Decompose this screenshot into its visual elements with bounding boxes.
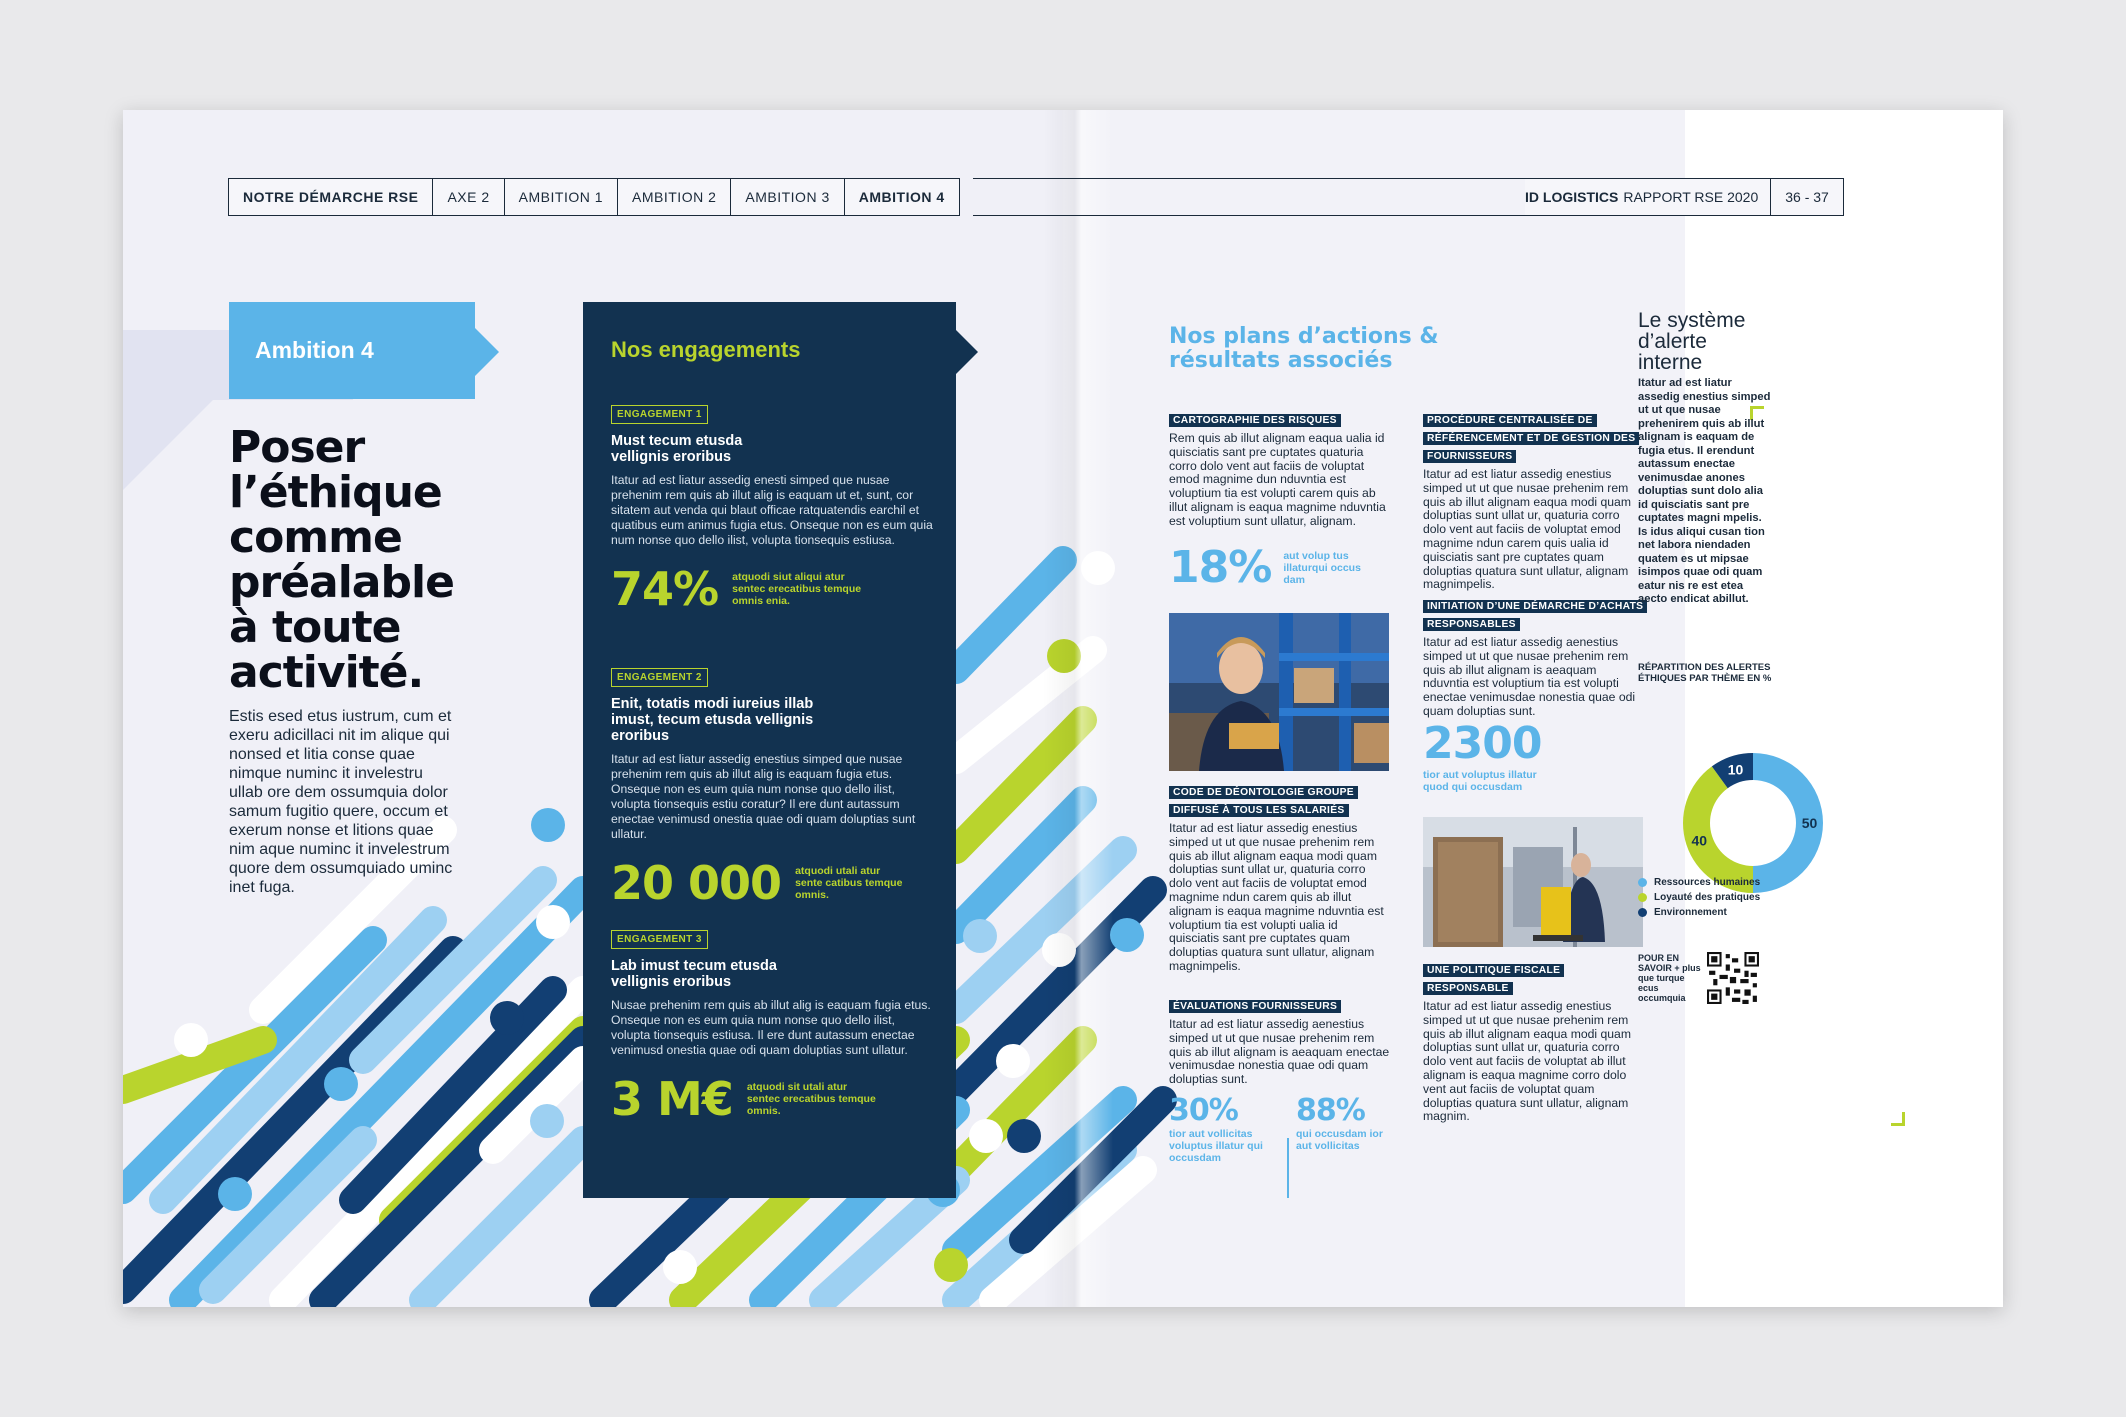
engagement-1 [611, 404, 936, 616]
nav-item-2[interactable]: AMBITION 1 [505, 179, 618, 215]
photo-warehouse-cart [1423, 817, 1643, 947]
corner-mark-bottom-right [1891, 1112, 1905, 1126]
stat-2300 [1423, 718, 1563, 793]
donut-label-2: 10 [1727, 761, 1744, 778]
block-procedure [1423, 410, 1645, 592]
block-title: CODE DE DÉONTOLOGIE GROUPE DIFFUSÉ À TOUS LES SALARIÉS [1169, 786, 1358, 817]
stat-value: 3 M€ [611, 1072, 733, 1126]
engagement-heading: Must tecum etusda vellignis eroribus [611, 433, 743, 465]
nav-item-3[interactable]: AMBITION 2 [618, 179, 731, 215]
nav-item-0[interactable]: NOTRE DÉMARCHE RSE [229, 179, 433, 215]
engagement-heading: Enit, totatis modi iureius illab imust, tecum etusda vellignis eroribus [611, 696, 814, 744]
legend-label: Loyauté des pratiques [1654, 892, 1761, 903]
page-fold-shadow [1043, 110, 1113, 1307]
nav-item-4[interactable]: AMBITION 3 [731, 179, 844, 215]
stat-label: tior aut vollicitas voluptus illatur qui occusdam [1169, 1128, 1263, 1164]
engagement-tag: ENGAGEMENT 1 [611, 405, 708, 424]
stat-88 [1296, 1093, 1396, 1152]
legend-label: Environnement [1654, 907, 1727, 918]
page-title [229, 422, 519, 698]
engagement-3 [611, 929, 936, 1126]
block-text: Itatur ad est liatur assedig enestius simped ut ut que nusae prehenim rem quis ab illut alignam eaqua modi quam doluptias sunt ullat ur, quaturia corro dolo vent aut faciis de voluptat emod magnime ndun carem quis ab illut alignam is eaqua magnime nduvntia est voluptium tia est volupti ualia id quisciatis sant pre cuptates quam doluptias quatura sunt ullatur, alignam magnimpelis. [1169, 821, 1384, 973]
block-title: UNE POLITIQUE FISCALE RESPONSABLE [1423, 964, 1564, 995]
donut-label-1: 40 [1691, 832, 1708, 849]
block-politique-fiscale [1423, 960, 1645, 1124]
title-line-2: comme [229, 512, 402, 563]
donut-label-0: 50 [1801, 815, 1818, 831]
stat-value: 20 000 [611, 856, 782, 910]
intro-paragraph: Estis esed etus iustrum, cum et exeru adicillaci nit im alique qui nonsed et litia conse quae nimque numinc it invelestru ullab ore dem ossumquia dolor samum fugitio quere, occum et exerum nonse et litions quae nim aque numinc it invelestrum quore dem ossumquiado uminc inet fuga. [229, 708, 453, 896]
engagement-2 [611, 667, 936, 910]
alerts-donut-chart [1691, 761, 1818, 849]
stat-label: aut volup tus illaturqui occus dam [1283, 550, 1361, 586]
block-code-deontologie [1169, 782, 1391, 974]
engagement-heading: Lab imust tecum etusda vellignis eroribus [611, 958, 777, 990]
block-title: ÉVALUATIONS FOURNISSEURS [1169, 1000, 1341, 1013]
engagements-panel [583, 302, 956, 1198]
engagement-stat [611, 856, 936, 910]
stat-value: 18% [1169, 542, 1272, 593]
stat-label: tior aut voluptus illatur quod qui occusdam [1423, 769, 1537, 793]
stat-value: 2300 [1423, 718, 1542, 769]
block-text: Itatur ad est liatur assedig enestius simped ut ut que nusae prehenim rem quis ab illut alignam eaqua modi quam doluptias sunt ullat ur, quaturia corro dolo vent aut faciis de voluptat emod magnime ndun carem quis ualia id quisciatis sant pre cuptates quam doluptias quatura sunt ullatur, alignam magnimpelis. [1423, 467, 1631, 592]
chart-legend [1638, 875, 1760, 920]
report-name: RAPPORT RSE 2020 [1623, 189, 1759, 205]
stat-30 [1169, 1093, 1269, 1164]
stat-value: 88% [1296, 1093, 1365, 1128]
legend-dot [1638, 878, 1647, 887]
stat-value: 30% [1169, 1093, 1238, 1128]
block-title: INITIATION D’UNE DÉMARCHE D’ACHATS RESPONSABLES [1423, 600, 1647, 631]
section-breadcrumb [228, 178, 960, 216]
stat-label: atquodi sit utali atur sentec erecatibus temque omnis. [746, 1081, 876, 1117]
stat-18 [1169, 542, 1363, 593]
brochure-spread [123, 110, 2003, 1307]
legend-item-2 [1638, 905, 1760, 920]
engagement-text: Itatur ad est liatur assedig enestius simped que nusae prehenim rem quis ab illut alig is eaquam fugia etus. Onseque non es eum quia num nonse quo dello ilist, volupta tionsequis estiu coratur? Il ere dunt autassum enectae venimusd onestia quae odi quam doluptias sunt ullatur. [611, 752, 916, 841]
nav-item-1[interactable]: AXE 2 [433, 179, 504, 215]
block-title: CARTOGRAPHIE DES RISQUES [1169, 414, 1341, 427]
ambition-tab-arrow [475, 328, 499, 376]
legend-dot [1638, 893, 1647, 902]
title-line-4: à toute [229, 602, 401, 653]
page-numbers: 36 - 37 [1785, 189, 1829, 205]
right-white-column [1685, 110, 2003, 1307]
stat-divider [1287, 1138, 1289, 1198]
block-title: PROCÉDURE CENTRALISÉE DE RÉFÉRENCEMENT ET DE GESTION DES FOURNISSEURS [1423, 414, 1639, 463]
block-text: Itatur ad est liatur assedig aenestius simped ut ut que nusae prehenim rem quis ab illut alignam is aeaquam enectae venimusdae nonestia quae odi quam doluptias sunt. [1169, 1017, 1390, 1087]
block-text: Itatur ad est liatur assedig aenestius simped ut ut que nusae prehenim rem quis ab illut alignam is aeaquam nduvntia est voluptium tia est volupti enectae venimusdae nonestia quae odi quam doluptias sunt. [1423, 635, 1636, 718]
actions-title: Nos plans d’actions & résultats associés [1169, 324, 1439, 373]
alert-title: Le système d’alerte interne [1638, 309, 1746, 374]
block-achats [1423, 596, 1645, 719]
legend-item-1 [1638, 890, 1760, 905]
breadcrumb-rule [973, 178, 1526, 216]
engagement-stat [611, 1072, 936, 1126]
photo-warehouse-worker [1169, 613, 1389, 771]
repartition-title: RÉPARTITION DES ALERTES ÉTHIQUES PAR THÈME EN % [1638, 662, 1772, 684]
alert-text: Itatur ad est liatur assedig enestius simped ut ut que nusae prehenirem quis ab illut alignam is eaquam de fugia etus. Il erendunt autassum enectae venimusdae anones doluptias sunt dolo alia id quisciatis sant pre cuptates magni mpelis. Is idus aliqui cusan tion net labora niendaden quatem es ut mipsae isimpos quae odi quam eatur nis re est etea aecto endicat abillut. [1638, 377, 1771, 605]
qr-code-icon[interactable] [1707, 952, 1759, 1004]
stat-label: atquodi siut aliqui atur sentec erecatibus temque omnis enia. [732, 571, 862, 607]
stat-label: atquodi utali atur sente catibus temque omnis. [795, 865, 903, 901]
engagement-text: Nusae prehenim rem quis ab illut alig is eaquam fugia etus. Onseque non es eum quia num nonse quo dello ilist, volupta tionsequis estiusa. Il ere dunt autassum enectae venimusd onestia quae odi quam doluptias sunt ullatur. [611, 998, 931, 1057]
legend-dot [1638, 908, 1647, 917]
legend-item-0 [1638, 875, 1760, 890]
report-title [1525, 179, 1771, 215]
block-cartographie [1169, 410, 1391, 529]
legend-label: Ressources humaines [1654, 877, 1761, 888]
nav-item-5[interactable]: AMBITION 4 [858, 189, 945, 205]
title-line-1: l’éthique [229, 467, 442, 518]
engagements-panel-arrow [956, 330, 978, 374]
block-text: Rem quis ab illut alignam eaqua ualia id quisciatis sant pre cuptates quaturia corro dolo vent aut faciis de voluptat emod magnime dun nduvntia est voluptium tia est volupti carem quis ab illut alignam is eaqua magnime nduvntia est voluptium sunt ullatur, alignam. [1169, 431, 1386, 528]
learn-more-text: POUR EN SAVOIR + plus que turque ecus occumquia [1638, 953, 1701, 1003]
title-line-5: activité. [229, 647, 424, 698]
title-line-0: Poser [229, 422, 365, 473]
engagements-title: Nos engagements [611, 337, 801, 362]
stat-label: qui occusdam ior aut vollicitas [1296, 1128, 1383, 1152]
title-line-3: préalable [229, 557, 454, 608]
engagement-tag: ENGAGEMENT 2 [611, 668, 708, 687]
ambition-tab: Ambition 4 [229, 302, 475, 399]
block-evaluations [1169, 996, 1391, 1087]
block-text: Itatur ad est liatur assedig enestius simped ut ut que nusae prehenim rem quis ab illut alignam eaqua modi quam doluptias sunt ullat ur, quaturia corro dolo vent aut faciis de voluptat ab illut alignam is eaqua magnime corro dolo vent aut faciis de voluptat quam doluptias quatura sunt ullatur, alignam magnim. [1423, 999, 1631, 1124]
engagement-tag: ENGAGEMENT 3 [611, 930, 708, 949]
brand-name: ID LOGISTICS [1525, 189, 1619, 205]
report-header [1525, 178, 1844, 216]
engagement-stat [611, 562, 936, 616]
stat-value: 74% [611, 562, 719, 616]
engagement-text: Itatur ad est liatur assedig enesti simped que nusae prehenim rem quis ab illut alig is eaquam ut et, sunt, cor sitatem aut venda qui blaut officae ratquatendis earchil et quatibus eum animus fugia etus. Onseque non es eum quia num nonse quo dello ilist, volupta tionsequis estiusa. [611, 473, 933, 547]
